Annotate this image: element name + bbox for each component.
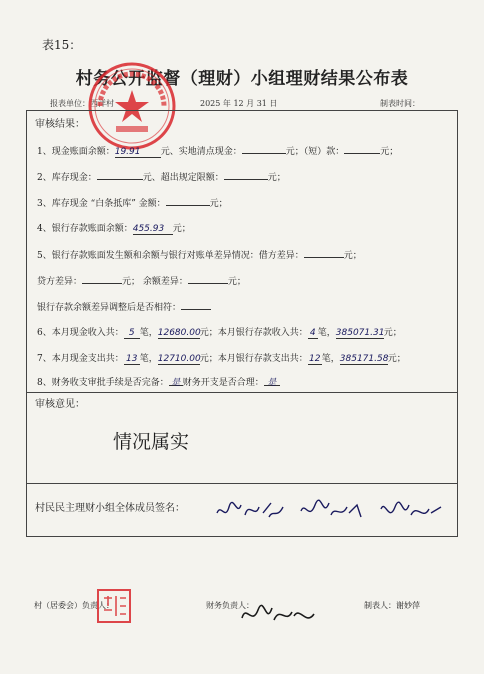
page-title: 村务公开监督（理财）小组理财结果公布表 — [75, 69, 409, 89]
finance-head-label: 财务负责人： — [206, 601, 254, 610]
line-cash-balance: 1、现金账面余额：19.91 元、实地清点现金： 元；（短）款： 元； — [37, 143, 398, 158]
publish-time: 制表时间： — [380, 99, 420, 108]
members-signature-label: 村民民主理财小组全体成员签名： — [35, 503, 185, 514]
preparer: 制表人：谢妙萍 — [364, 601, 420, 610]
report-date: 2025 年 12 月 31 日 — [200, 99, 278, 108]
line-monthly-income: 6、本月现金收入共： 5 笔，12680.00元；本月银行存款收入共： 4 笔，385071.31元； — [37, 328, 402, 338]
line-adjusted-match: 银行存款余额差异调整后是否相符： — [37, 299, 211, 313]
finance-signature-icon — [236, 596, 322, 636]
reporting-unit: 报表单位：西洋村 — [50, 99, 114, 108]
review-opinion-heading: 审核意见： — [35, 399, 85, 410]
name-seal-icon — [96, 588, 132, 624]
line-approval-check: 8、财务收支审批手续是否完备： 是 财务开支是否合理： 是 — [37, 375, 280, 388]
review-opinion-text: 情况属实 — [113, 431, 190, 453]
line-iou-amount: 3、库存现金 “白条抵库” 金额： 元； — [37, 195, 228, 209]
line-cash-on-hand: 2、库存现金： 元、超出规定限额： 元； — [37, 169, 286, 183]
line-credit-difference: 贷方差异： 元； 余额差异： 元； — [37, 273, 246, 287]
table-number: 表15： — [42, 38, 82, 52]
review-results-heading: 审核结果： — [35, 119, 85, 130]
members-signature-section — [26, 483, 458, 537]
review-results-section — [26, 110, 458, 393]
line-bank-difference: 5、银行存款账面发生额和余额与银行对账单差异情况：借方差异： 元； — [37, 247, 362, 261]
review-opinion-section — [26, 391, 458, 484]
line-bank-balance: 4、银行存款账面余额：455.93 元； — [37, 224, 191, 234]
village-head-label: 村（居委会）负责人： — [34, 601, 114, 610]
line-monthly-expense: 7、本月现金支出共： 13 笔，12710.00元；本月银行存款支出共：12笔，385171.58元； — [37, 354, 406, 364]
member-signatures-icon — [211, 493, 451, 529]
